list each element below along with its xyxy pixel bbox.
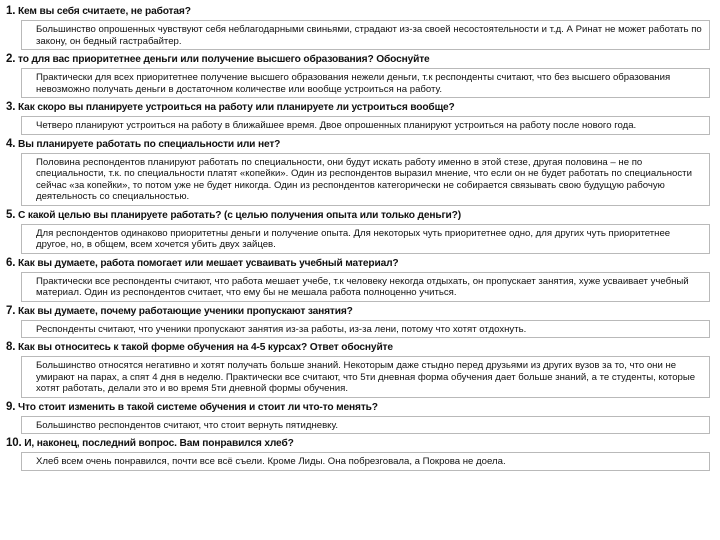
question-number: 9. — [6, 400, 16, 413]
answer-box-8 — [21, 356, 710, 398]
question-text: Как скоро вы планируете устроиться на работу или планируете ли устроиться вообще? — [17, 102, 455, 113]
question-text: то для вас приоритетнее деньги или получение высшего образования? Обоснуйте — [17, 54, 430, 65]
qa-item-7 — [6, 305, 714, 339]
qa-item-4 — [6, 138, 714, 206]
question-text: И, наконец, последний вопрос. Вам понравился хлеб? — [24, 438, 294, 449]
question-2 — [6, 53, 714, 66]
question-number: 10. — [6, 437, 22, 449]
answer-box-2 — [21, 68, 710, 98]
answer-box-9 — [21, 416, 710, 435]
answer-text: Респонденты считают, что ученики пропускают занятия из-за работы, из-за лени, потому что хотят отдохнуть. — [36, 323, 527, 335]
answer-text: Хлеб всем очень понравился, почти все всё съели. Кроме Лиды. Она побрезговала, а Покрова не доела. — [36, 456, 506, 467]
answer-text: Практически для всех приоритетнее получение высшего образования нежели деньги, т.к респонденты считают, что без высшего образования невозможно получать деньги в достаточном количестве или вообще устроиться на работу. — [36, 72, 671, 95]
question-number: 5. — [6, 208, 16, 221]
question-number: 2. — [6, 53, 16, 65]
answer-text: Большинство респондентов считают, что стоит вернуть пятидневку. — [36, 419, 338, 431]
answer-box-10 — [21, 452, 710, 471]
question-number: 7. — [6, 304, 16, 317]
question-6 — [6, 257, 714, 270]
qa-item-9 — [6, 401, 714, 435]
answer-box-6 — [21, 272, 710, 302]
answer-text: Четверо планируют устроиться на работу в ближайшее время. Двое опрошенных планируют устроиться на работу после нового года. — [36, 120, 637, 131]
question-text: Вы планируете работать по специальности или нет? — [17, 138, 281, 150]
answer-box-7 — [21, 320, 710, 339]
answer-box-4 — [21, 153, 710, 206]
question-number: 4. — [6, 137, 16, 150]
question-text: Кем вы себя считаете, не работая? — [17, 6, 191, 17]
qa-item-8 — [6, 341, 714, 398]
question-text: Как вы думаете, почему работающие ученики пропускают занятия? — [17, 305, 353, 317]
answer-text: Практически все респонденты считают, что работа мешает учебе, т.к человеку некогда отдыхать, он пропускает занятия, хуже усваивает учебный материал. Один из респондентов считает, что ему бы не мешала работа полноценно учиться. — [36, 275, 689, 298]
question-number: 8. — [6, 341, 16, 353]
answer-box-1 — [21, 20, 710, 50]
question-number: 6. — [6, 256, 16, 269]
answer-box-3 — [21, 116, 710, 135]
qa-item-3 — [6, 101, 714, 135]
answer-text: Половина респондентов планируют работать по специальности, они будут искать работу именно в этой стезе, другая половина – не по специальности, т.к. по специальности платят «копейки». Один из респондентов выразил мнение, что если он не будет работать по специальности сейчас «за копейки», то потом уже не будет никогда. Один из респондентов категорически не собирается связывать свою будущую рабочую деятельность со специальностью. — [36, 156, 692, 202]
qa-item-5 — [6, 209, 714, 254]
question-3 — [6, 101, 714, 114]
question-text: Как вы думаете, работа помогает или мешает усваивать учебный материал? — [17, 257, 399, 269]
qa-item-1 — [6, 5, 714, 50]
answer-text: Большинство относятся негативно и хотят получать больше знаний. Некоторым даже стыдно перед друзьями из других вузов за то, что они не умирают на парах, а спят 4 дня в неделю. Практически все считают, что 5ти дневная форма обучения дает больше знаний, а те студенты, которые хотят работать, делали это и во время 5ти дневной формы обучения. — [36, 360, 696, 394]
answer-text: Для респондентов одинаково приоритетны деньги и получение опыта. Для некоторых чуть приоритетнее одно, для других чуть приоритетнее другое, но, в общем, всем хочется убить двух зайцев. — [36, 227, 671, 250]
answer-box-5 — [21, 224, 710, 254]
qa-item-2 — [6, 53, 714, 98]
question-7 — [6, 305, 714, 318]
question-10 — [6, 437, 714, 450]
question-8 — [6, 341, 714, 354]
qa-item-6 — [6, 257, 714, 302]
question-number: 1. — [6, 5, 16, 17]
question-text: Что стоит изменить в такой системе обучения и стоит ли что-то менять? — [17, 401, 378, 413]
question-1 — [6, 5, 714, 18]
qa-item-10 — [6, 437, 714, 471]
question-text: Как вы относитесь к такой форме обучения на 4-5 курсах? Ответ обоснуйте — [17, 342, 393, 353]
question-text: С какой целью вы планируете работать? (с целью получения опыта или только деньги?) — [17, 209, 461, 221]
question-9 — [6, 401, 714, 414]
question-number: 3. — [6, 101, 16, 113]
question-5 — [6, 209, 714, 222]
answer-text: Большинство опрошенных чувствуют себя неблагодарными свиньями, страдают из-за своей несостоятельности и т.д. А Ринат не может работать по закону, он бедный гастрабайтер. — [36, 24, 702, 47]
question-4 — [6, 138, 714, 151]
